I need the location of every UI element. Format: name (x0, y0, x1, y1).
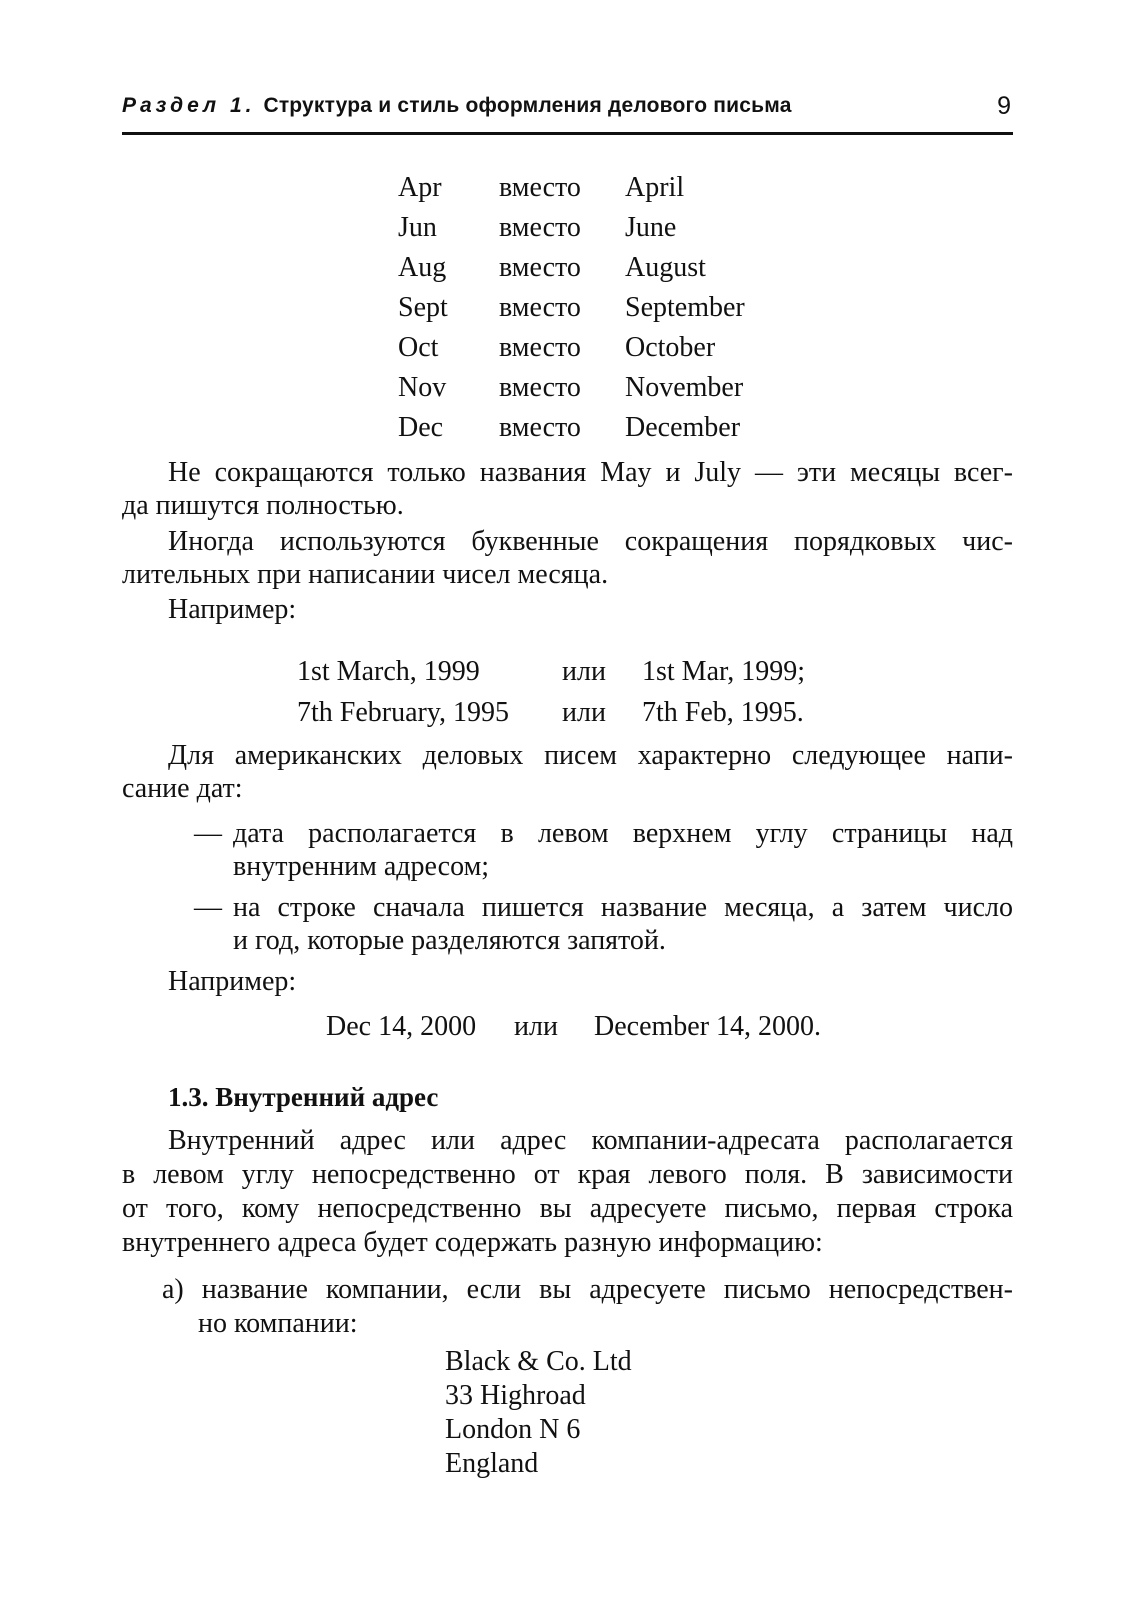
month-row (0, 412, 1142, 444)
month-abbr: Oct (398, 332, 439, 363)
month-row (0, 372, 1142, 404)
bullet-line: на строке сначала пишется название месяца, а затем число (233, 892, 1013, 923)
paragraph-line: Внутренний адрес или адрес компании-адресата располагается (168, 1125, 1013, 1156)
month-row (0, 172, 1142, 204)
month-full: June (625, 212, 677, 243)
bullet-dash: — (194, 818, 222, 849)
paragraph-line: лительных при написании чисел месяца. (122, 559, 609, 590)
month-full: October (625, 332, 716, 363)
month-full: November (625, 372, 744, 403)
month-instead: вместо (499, 372, 581, 403)
paragraph-line: сание дат: (122, 773, 243, 804)
list-item-line: но компании: (198, 1308, 358, 1339)
us-date-or: или (514, 1011, 558, 1042)
month-abbr: Jun (398, 212, 437, 243)
date-example-short: 1st Mar, 1999; (642, 656, 805, 687)
month-row (0, 252, 1142, 284)
section-label: Раздел 1. (122, 94, 256, 117)
address-line: London N 6 (445, 1414, 581, 1445)
month-full: August (625, 252, 706, 283)
paragraph-line: Иногда используются буквенные сокращения порядковых чис- (168, 526, 1013, 557)
bullet-dash: — (194, 892, 222, 923)
date-example-or: или (562, 697, 606, 728)
month-instead: вместо (499, 252, 581, 283)
bullet-line: и год, которые разделяются запятой. (233, 925, 666, 956)
running-header (122, 92, 1013, 135)
month-row (0, 292, 1142, 324)
month-instead: вместо (499, 172, 581, 203)
example-label: Например: (168, 594, 297, 625)
paragraph-line: Не сокращаются только названия May и July — эти месяцы всег- (168, 457, 1013, 488)
list-item-line: а) название компании, если вы адресуете письмо непосредствен- (162, 1274, 1013, 1305)
address-line: England (445, 1448, 539, 1479)
month-row (0, 332, 1142, 364)
month-instead: вместо (499, 292, 581, 323)
paragraph-line: Для американских деловых писем характерно следующее напи- (168, 740, 1013, 771)
paragraph-line: да пишутся полностью. (122, 490, 404, 521)
month-full: September (625, 292, 745, 323)
date-example-long: 7th February, 1995 (297, 697, 510, 728)
month-abbr: Sept (398, 292, 448, 323)
page-number: 9 (997, 92, 1011, 120)
us-date-short: Dec 14, 2000 (326, 1011, 477, 1042)
month-abbr: Apr (398, 172, 442, 203)
month-full: April (625, 172, 685, 203)
paragraph-line: от того, кому непосредственно вы адресуете письмо, первая строка (122, 1193, 1013, 1224)
paragraph-line: внутреннего адреса будет содержать разную информацию: (122, 1227, 823, 1258)
bullet-line: внутренним адресом; (233, 851, 490, 882)
month-instead: вместо (499, 212, 581, 243)
address-line: 33 Highroad (445, 1380, 586, 1411)
paragraph-line: в левом углу непосредственно от края левого поля. В зависимости (122, 1159, 1013, 1190)
date-example-short: 7th Feb, 1995. (642, 697, 804, 728)
month-instead: вместо (499, 412, 581, 443)
example-label: Например: (168, 966, 297, 997)
header-title: Структура и стиль оформления делового письма (263, 94, 792, 117)
month-abbr: Dec (398, 412, 444, 443)
month-instead: вместо (499, 332, 581, 363)
bullet-line: дата располагается в левом верхнем углу страницы над (233, 818, 1013, 849)
header-left (122, 94, 792, 118)
us-date-long: December 14, 2000. (594, 1011, 822, 1042)
section-heading: 1.3. Внутренний адрес (168, 1082, 439, 1112)
month-abbr: Nov (398, 372, 447, 403)
date-example-or: или (562, 656, 606, 687)
month-full: December (625, 412, 741, 443)
address-line: Black & Co. Ltd (445, 1346, 632, 1377)
month-row (0, 212, 1142, 244)
month-abbr: Aug (398, 252, 447, 283)
date-example-long: 1st March, 1999 (297, 656, 480, 687)
